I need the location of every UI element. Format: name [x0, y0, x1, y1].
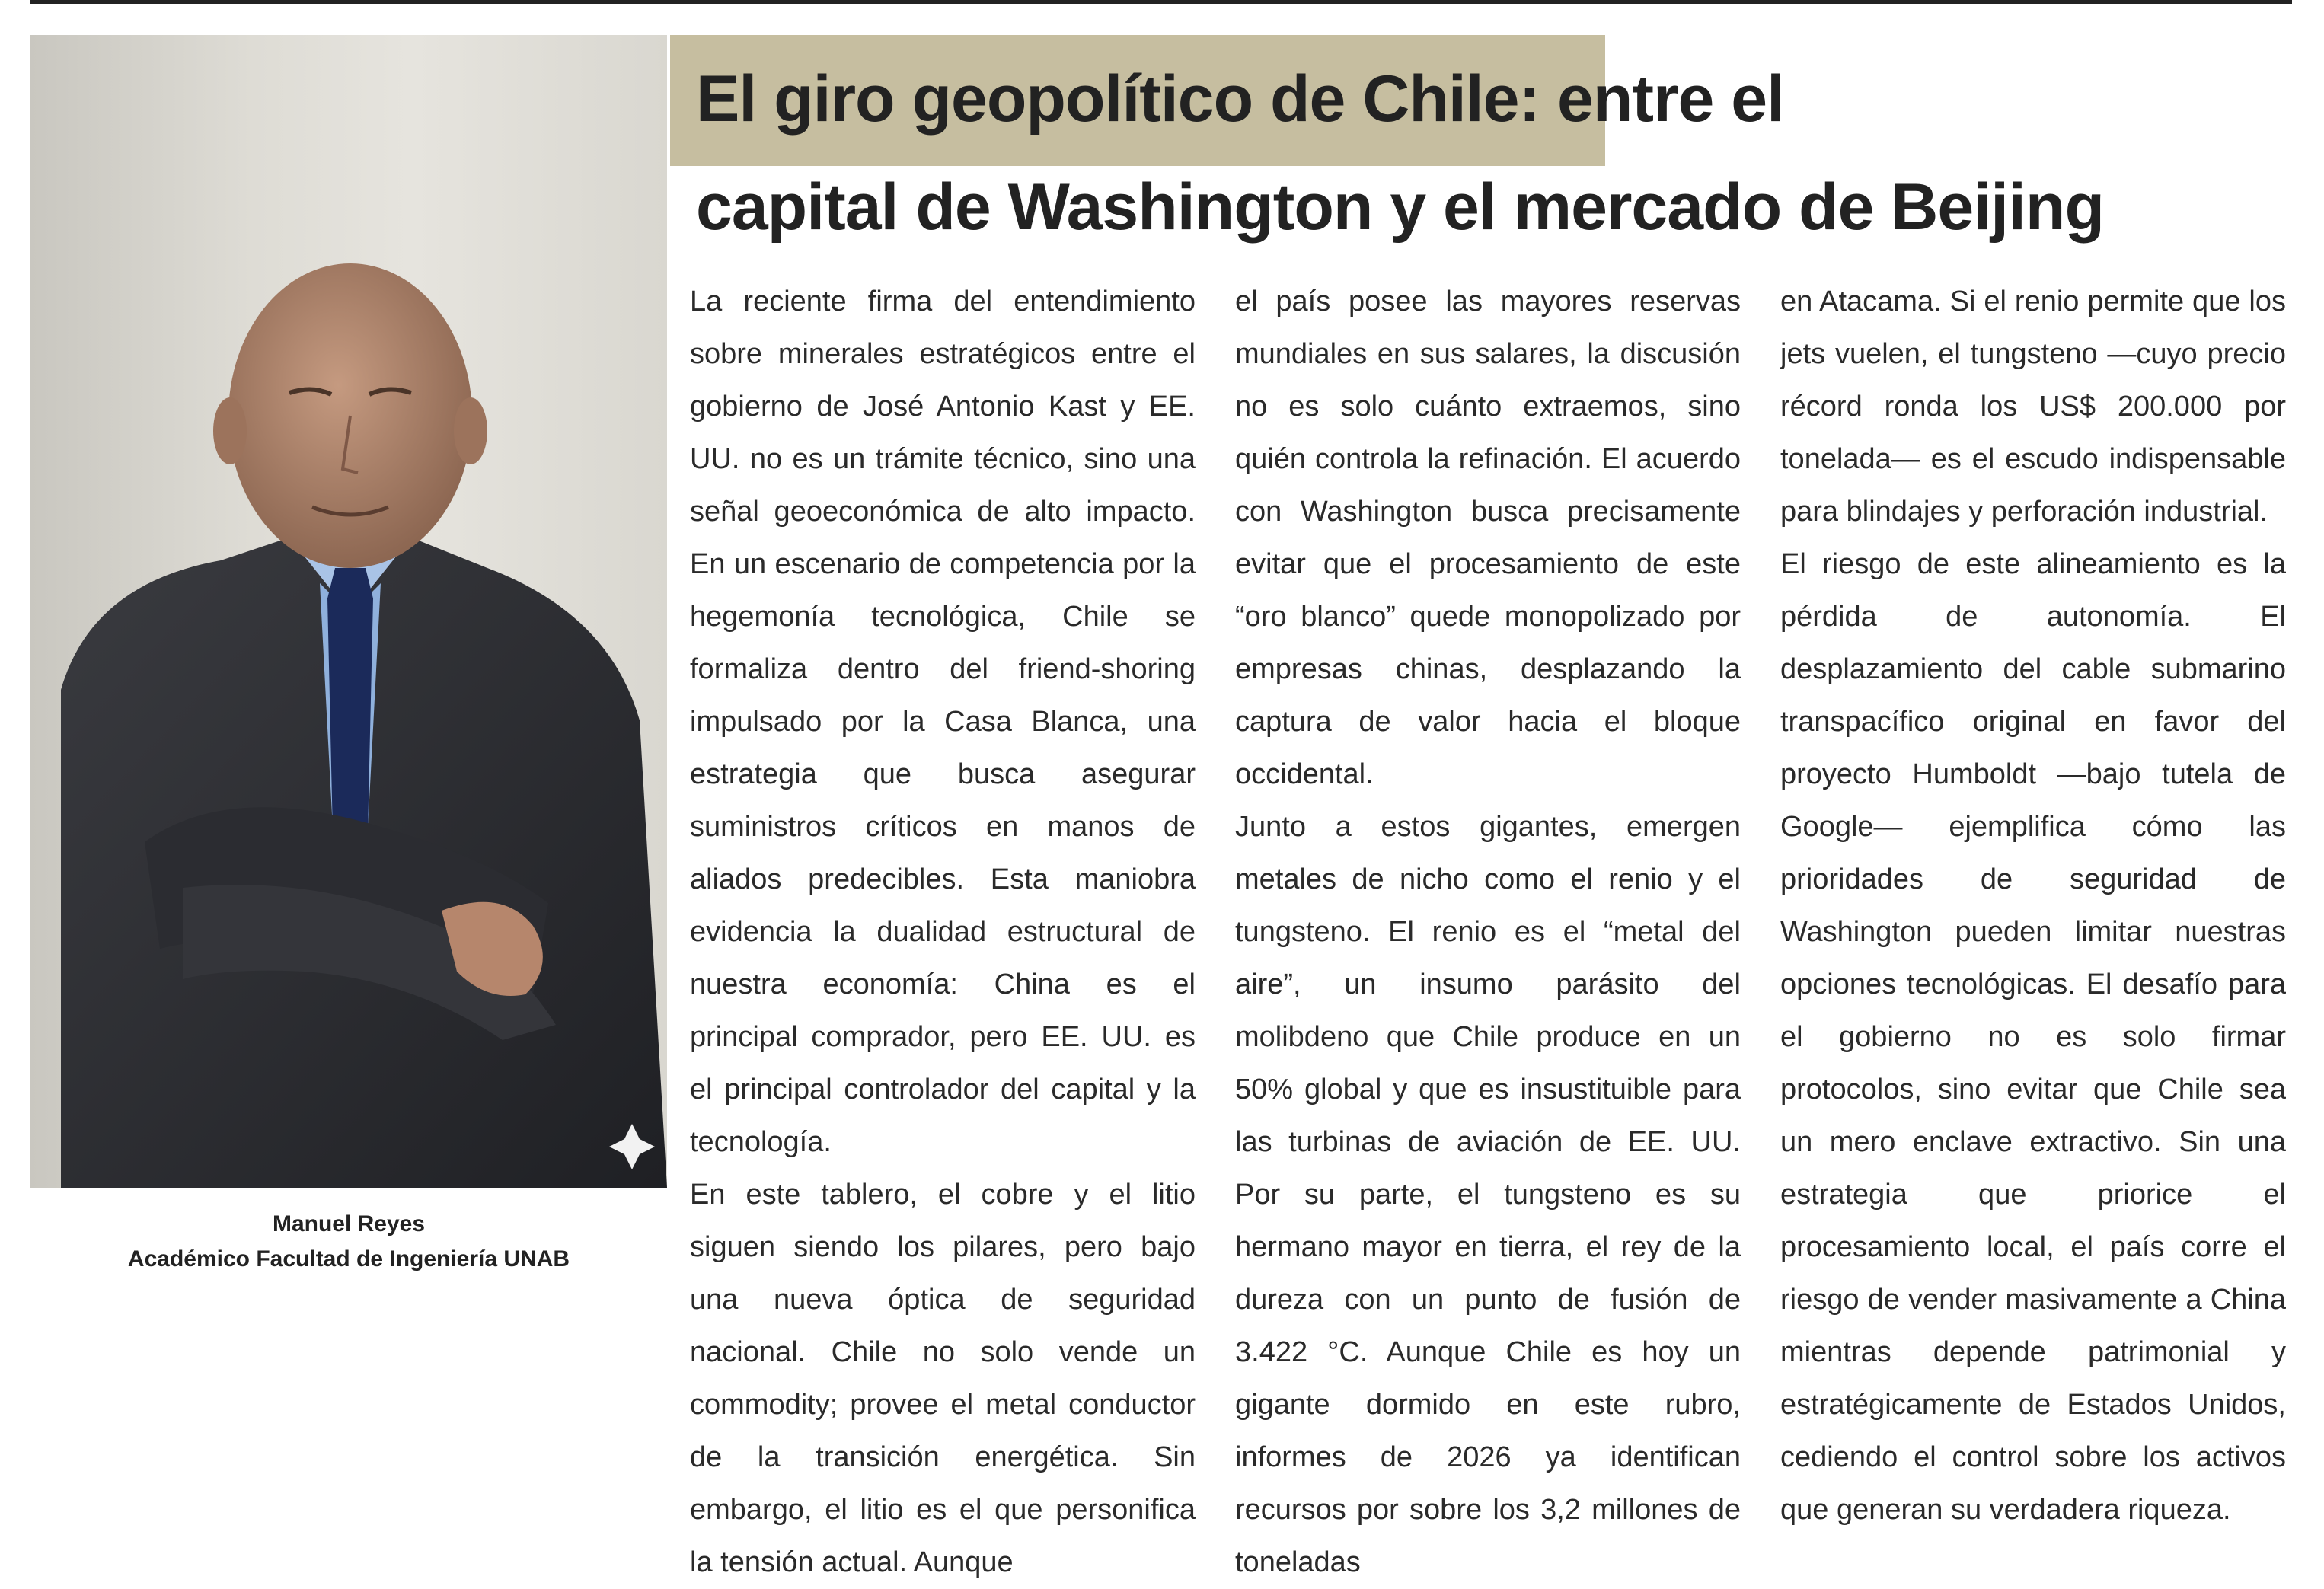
- paragraph: El riesgo de este alineamiento es la pérdida de autonomía. El desplazamiento del cable submarino transpacífico original en favor del proyecto Humboldt —bajo tutela de Google— ejemplifica cómo las prioridades de seguridad de Washington pueden limitar nuestras opciones tecnológicas. El desafío para el gobierno no es solo firmar protocolos, sino evitar que Chile sea un mero enclave extractivo. Sin una estrategia que priorice el procesamiento local, el país corre el riesgo de vender masivamente a China mientras depende patrimonial y estratégicamente de Estados Unidos, cediendo el control sobre los activos que generan su verdadera riqueza.: [1780, 548, 2286, 1526]
- author-photo: [30, 35, 667, 1188]
- paragraph: La reciente firma del entendimiento sobre minerales estratégicos entre el gobierno de José Antonio Kast y EE. UU. no es un trámite técnico, sino una señal geoeconómica de alto impacto. En un escenario de competencia por la hegemonía tecnológica, Chile se formaliza dentro del friend-shoring impulsado por la Casa Blanca, una estrategia que busca asegurar suministros críticos en manos de aliados predecibles. Esta maniobra evidencia la dualidad estructural de nuestra economía: China es el principal comprador, pero EE. UU. es el principal controlador del capital y la tecnología.: [690, 286, 1196, 1158]
- article-column-3: [1780, 276, 2286, 1536]
- paragraph: el país posee las mayores reservas mundiales en sus salares, la discusión no es solo cuánto extraemos, sino quién controla la refinación. El acuerdo con Washington busca precisamente evitar que el procesamiento de este “oro blanco” quede monopolizado por empresas chinas, desplazando la captura de valor hacia el bloque occidental.: [1235, 286, 1741, 790]
- headline-line-2: capital de Washington y el mercado de Beijing: [696, 171, 2104, 244]
- headline-highlighted-text: El giro geopolítico de Chile:: [696, 62, 1540, 136]
- top-rule: [30, 0, 2292, 4]
- paragraph: En este tablero, el cobre y el litio siguen siendo los pilares, pero bajo una nueva óptica de seguridad nacional. Chile no solo vende un commodity; provee el metal conductor de la transición energética. Sin embargo, el litio es el que personifica la tensión actual. Aunque: [690, 1179, 1196, 1578]
- headline-line-1: [696, 53, 1784, 145]
- paragraph: en Atacama. Si el renio permite que los jets vuelen, el tungsteno —cuyo precio récord ronda los US$ 200.000 por tonelada— es el escudo indispensable para blindajes y perforación industrial.: [1780, 286, 2286, 528]
- author-name: Manuel Reyes: [272, 1211, 426, 1236]
- author-role: Académico Facultad de Ingeniería UNAB: [127, 1246, 570, 1272]
- photo-caption: [30, 1207, 667, 1277]
- paragraph: Junto a estos gigantes, emergen metales de nicho como el renio y el tungsteno. El renio es el “metal del aire”, un insumo parásito del molibdeno que Chile produce en un 50% global y que es insustituible para las turbinas de aviación de EE. UU. Por su parte, el tungsteno es su hermano mayor en tierra, el rey de la dureza con un punto de fusión de 3.422 °C. Aunque Chile es hoy un gigante dormido en este rubro, informes de 2026 ya identifican recursos por sobre los 3,2 millones de toneladas: [1235, 811, 1741, 1578]
- article-column-1: [690, 276, 1196, 1589]
- headline-rest-text: entre el: [1540, 62, 1784, 136]
- article-column-2: [1235, 276, 1741, 1589]
- portrait-illustration: [30, 35, 667, 1188]
